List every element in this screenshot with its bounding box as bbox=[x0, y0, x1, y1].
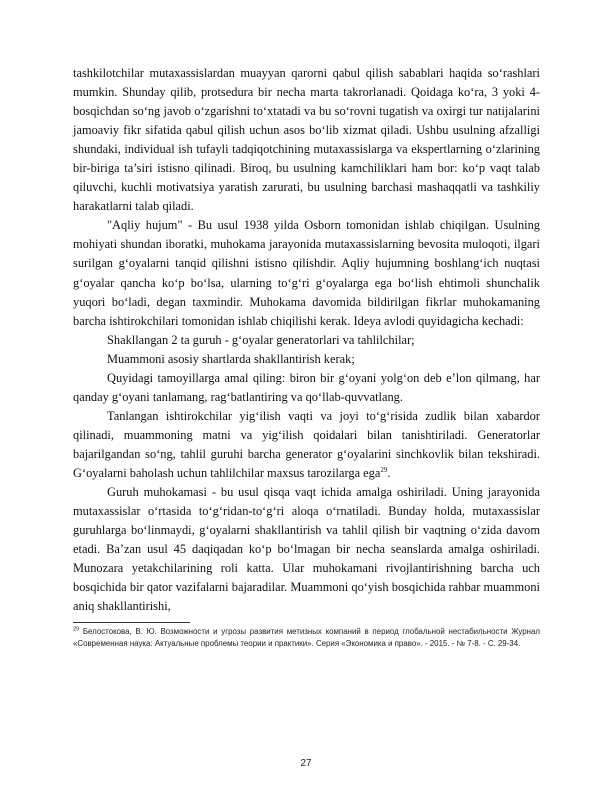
footnote bbox=[73, 626, 540, 649]
paragraph-aqliy-hujum: "Aqliy hujum" - Bu usul 1938 yilda Osborn tomonidan ishlab chiqilgan. Usulning mohiyati shundan iboratki, muhokama jarayonida mutaxassislarning bevosita muloqoti, ilgari surilgan g‘oyalarni tanqid qilishni istisno qilishdir. Aqliy hujumning boshlang‘ich nuqtasi g‘oyalar qancha ko‘p bo‘lsa, ularning to‘g‘ri g‘oyalarga ega bo‘lish ehtimoli shunchalik yuqori bo‘ladi, degan taxmindir. Muhokama davomida bildirilgan fikrlar muhokamaning barcha ishtirokchilari tomonidan ishlab chiqilishi kerak. Ideya avlodi quyidagicha kechadi: bbox=[73, 218, 540, 328]
page-body bbox=[73, 64, 540, 650]
paragraph-1: tashkilotchilar mutaxassislardan muayyan qarorni qabul qilish sabablari haqida so‘rashlari mumkin. Shunday qilib, protsedura bir necha marta takrorlanadi. Qoidaga ko‘ra, 3 yoki 4-bosqichdan so‘ng javob o‘zgarishni to‘xtatadi va bu so‘rovni tugatish va oxirgi tur natijalarini jamoaviy fikr sifatida qabul qilish uchun asos bo‘lib xizmat qiladi. Ushbu usulning afzalligi shundaki, individual ish tufayli tadqiqotchining mutaxassislarga va ekspertlarning o‘zlarining bir-biriga ta’siri istisno qilinadi. Biroq, bu usulning kamchiliklari ham bor: ko‘p vaqt talab qiluvchi, kuchli motivatsiya yaratish zarurati, bu usulning barchasi mashaqqatli va tashkiliy harakatlarni talab qiladi. bbox=[73, 66, 540, 214]
paragraph-principles: Quyidagi tamoyillarga amal qiling: biron bir g‘oyani yolg‘on deb e’lon qilmang, har qanday g‘oyani tanlamang, rag‘batlantiring va qo‘llab-quvvatlang. bbox=[73, 370, 540, 404]
page-number: 27 bbox=[300, 758, 312, 769]
footnote-text: Белостокова, В. Ю. Возможности и угрозы развития метизных компаний в период глобальной нестабильности Журнал «Современная наука: Актуальные проблемы теории и практики». Серия «Экономика и право». - 2015. - № 7-8. - С. 29-34. bbox=[73, 627, 540, 648]
footnote-reference: 29 bbox=[380, 465, 388, 474]
paragraph-group-discussion: Guruh muhokamasi - bu usul qisqa vaqt ichida amalga oshiriladi. Uning jarayonida mutaxassislar o‘rtasida to‘g‘ridan-to‘g‘ri aloqa o‘rnatiladi. Bunday holda, mutaxassislar guruhlarga bo‘linmaydi, g‘oyalarni shakllantirish va tahlil qilish bir vaqtning o‘zida davom etadi. Ba’zan usul 45 daqiqadan ko‘p bo‘lmagan bir necha seanslarda amalga oshiriladi. Munozara yetakchilarining roli katta. Ular muhokamani rivojlantirishning barcha uch bosqichida bir qator vazifalarni bajaradilar. Muammoni qo‘yish bosqichida rahbar muammoni aniq shakllantirishi, bbox=[73, 485, 540, 614]
paragraph-participants bbox=[73, 407, 540, 483]
footnote-number: 29 bbox=[73, 626, 80, 633]
list-item-2: Muammoni asosiy shartlarda shakllantirish kerak; bbox=[107, 351, 355, 366]
list-item-1: Shakllangan 2 ta guruh - g‘oyalar generatorlari va tahlilchilar; bbox=[107, 332, 415, 347]
paragraph-participants-end: . bbox=[387, 465, 391, 480]
footnote-divider bbox=[73, 622, 190, 623]
paragraph-participants-text: Tanlangan ishtirokchilar yig‘ilish vaqti va joyi to‘g‘risida zudlik bilan xabardor qilinadi, muammoning matni va yig‘ilish qoidalari bilan tanishtiriladi. Generatorlar bajarilgandan so‘ng, tahlil guruhi barcha generator g‘oyalarini sinchkovlik bilan tekshiradi. G‘oyalarni baholash uchun tahlilchilar maxsus tarozilarga ega bbox=[73, 408, 540, 480]
